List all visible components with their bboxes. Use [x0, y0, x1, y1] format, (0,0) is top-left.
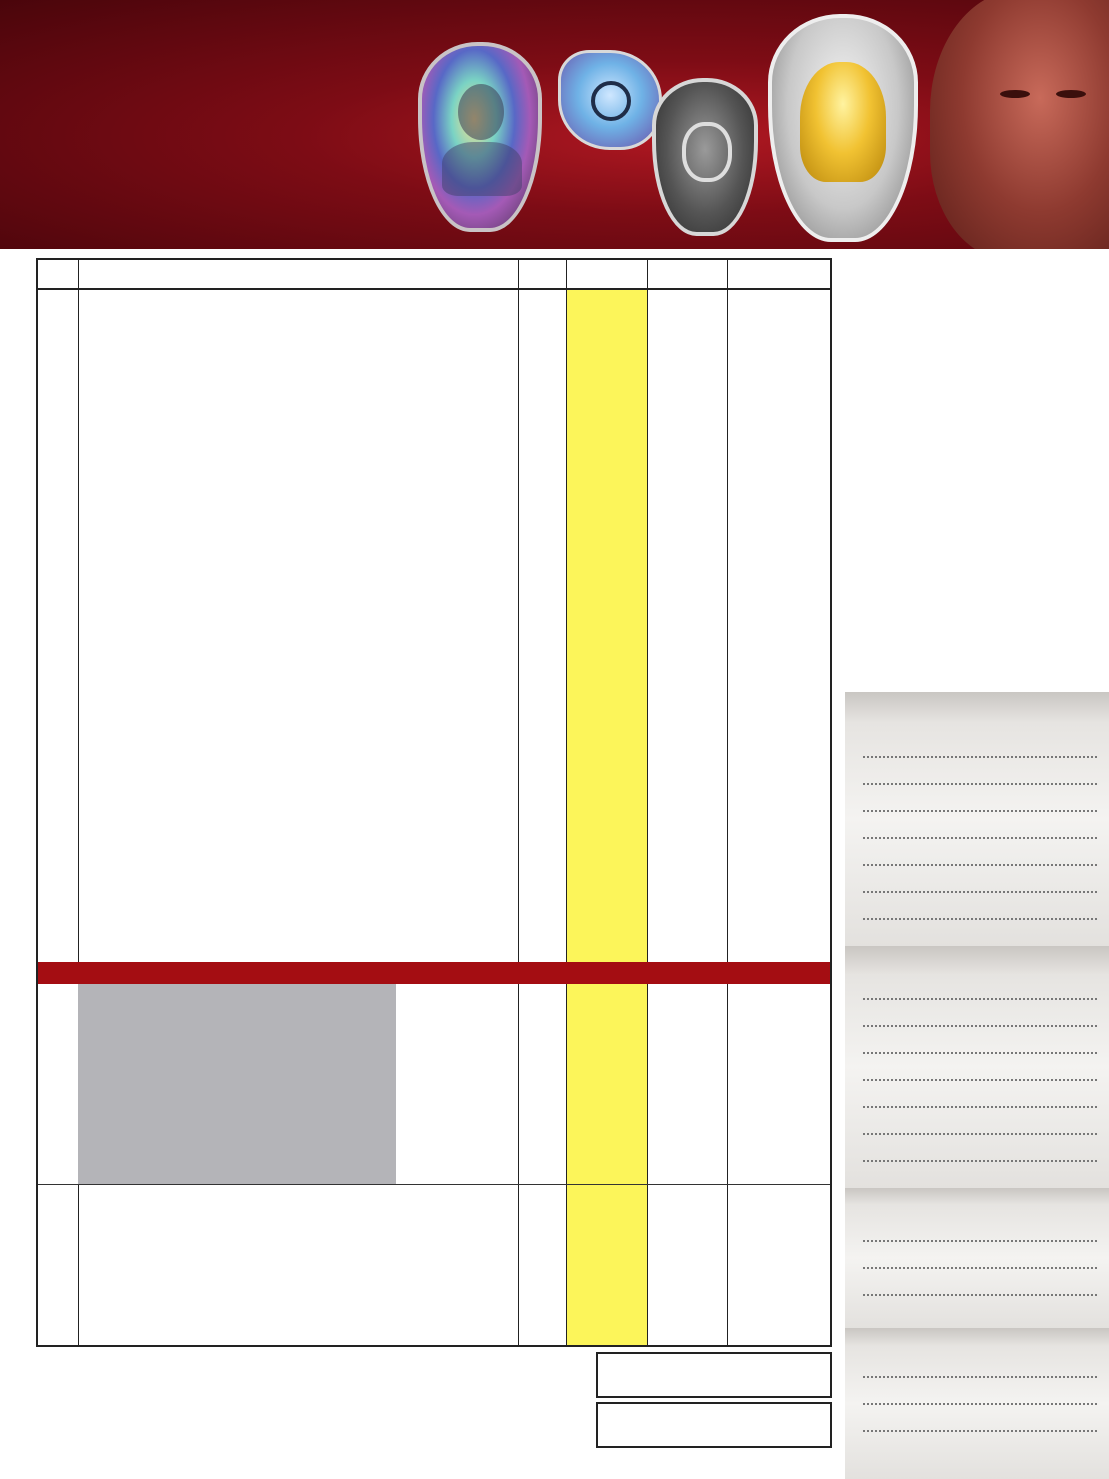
silver-gold-medal-image — [768, 14, 918, 242]
black-garuda-medal-image — [652, 78, 758, 236]
header-item — [78, 260, 468, 290]
set-31-header — [38, 962, 830, 984]
set-31-items — [78, 984, 396, 1184]
table-header — [38, 260, 830, 290]
header-qty — [518, 260, 566, 290]
king-statue-image — [930, 0, 1109, 249]
blue-garuda-medal-image — [558, 50, 662, 150]
address-section[interactable] — [845, 946, 1109, 1188]
price-column-highlight — [566, 290, 647, 1345]
header-price — [566, 260, 647, 290]
orderer-name-section[interactable] — [845, 692, 1109, 946]
receiver-section[interactable] — [845, 1328, 1109, 1479]
phone-section[interactable] — [845, 1188, 1109, 1328]
rainbow-medal-image — [418, 42, 542, 232]
total-amount-box[interactable] — [596, 1352, 832, 1398]
order-table — [36, 258, 832, 1347]
total-amount-box-2[interactable] — [596, 1402, 832, 1448]
header-banner — [0, 0, 1109, 249]
header-no — [38, 260, 78, 290]
header-total — [727, 260, 830, 290]
header-order — [647, 260, 727, 290]
